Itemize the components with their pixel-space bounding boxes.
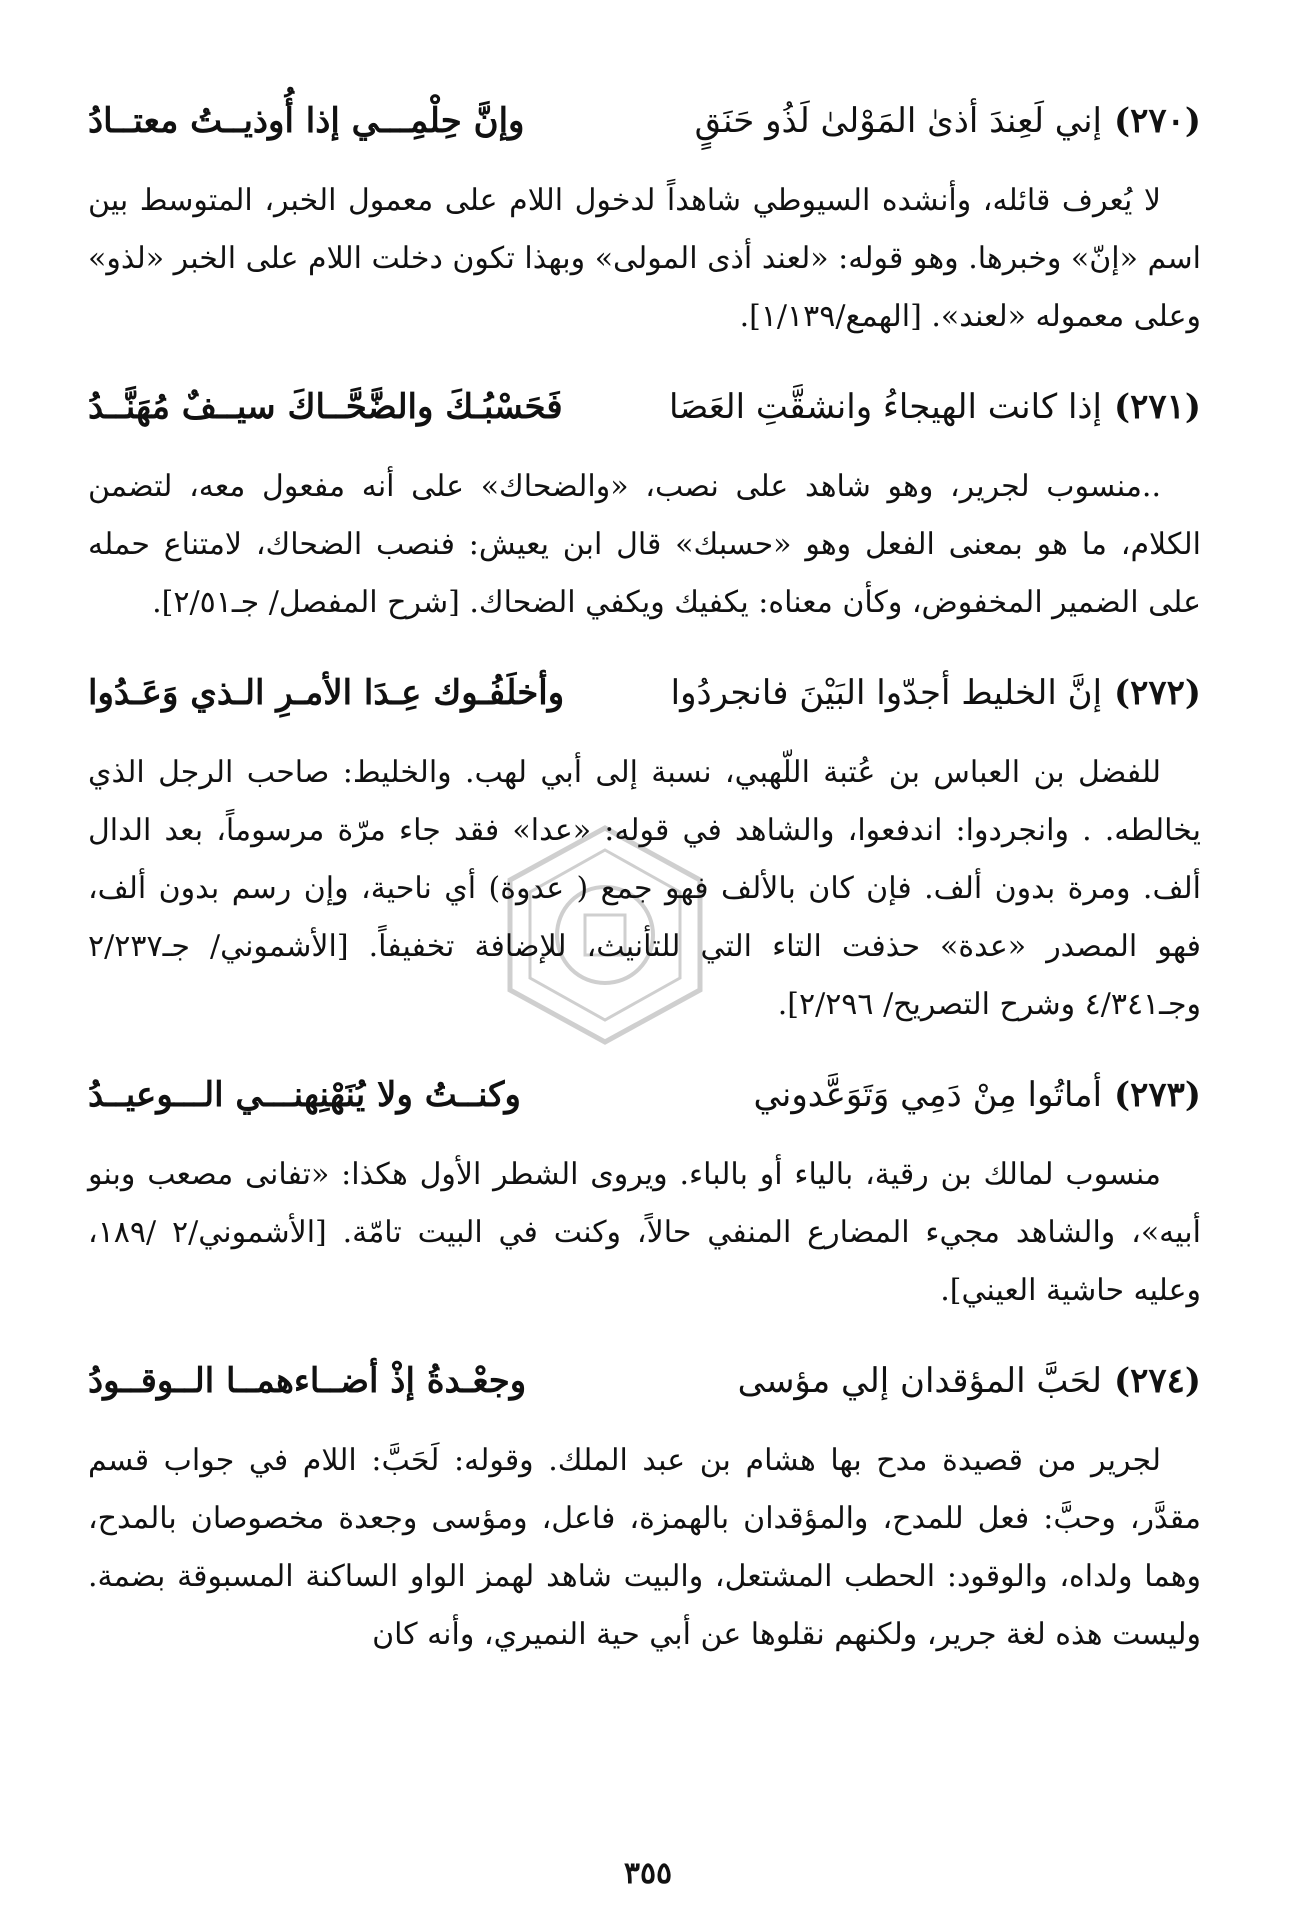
- first-hemistich: أماتُوا مِنْ دَمِي وَتَوَعَّدوني: [753, 1075, 1103, 1115]
- verse-line: [88, 78, 1201, 164]
- commentary-text: منسوب لمالك بن رقية، بالياء أو بالباء. ويروى الشطر الأول هكذا: «تفانى مصعب وبنو أبيه»، والشاهد مجيء المضارع المنفي حالاً، وكنت في البيت تامّة. [الأشموني/٢ /١٨٩، وعليه حاشية العيني].: [88, 1157, 1201, 1308]
- second-hemistich: وإنَّ حِلْمِـــي إذا أُوذيــتُ معتــادُ: [88, 101, 525, 141]
- first-hemistich: لحَبَّ المؤقدان إلي مؤسى: [737, 1361, 1103, 1401]
- verse-number: (٢٧٢): [1114, 673, 1201, 713]
- verse-commentary: [88, 164, 1201, 346]
- second-hemistich: وجعْـدةُ إذْ أضــاءهمــا الــوقــودُ: [88, 1361, 527, 1401]
- page-number: ٣٥٥: [623, 1856, 673, 1891]
- second-hemistich: وأخلَفُـوك عِـدَا الأمـرِ الـذي وَعَـدُوا: [88, 673, 565, 713]
- verse-entry: [88, 650, 1201, 1034]
- second-hemistich: فَحَسْبُـكَ والضَّحَّــاكَ سيــفٌ مُهَنَّــدُ: [88, 387, 563, 427]
- verse-commentary: [88, 450, 1201, 632]
- verse-line: [88, 364, 1201, 450]
- verse-number: (٢٧٣): [1114, 1075, 1201, 1115]
- verse-line: [88, 1052, 1201, 1138]
- verse-number: (٢٧٤): [1114, 1361, 1201, 1401]
- verse-commentary: [88, 1424, 1201, 1664]
- verse-entry: [88, 364, 1201, 632]
- verse-entry: [88, 1338, 1201, 1664]
- commentary-text: ..منسوب لجرير، وهو شاهد على نصب، «والضحاك» على أنه مفعول معه، لتضمن الكلام، ما هو بمعنى الفعل وهو «حسبك» قال ابن يعيش: فنصب الضحاك، لامتناع حمله على الضمير المخفوض، وكأن معناه: يكفيك ويكفي الضحاك. [شرح المفصل/ جـ٢/٥١].: [88, 469, 1201, 620]
- commentary-text: لجرير من قصيدة مدح بها هشام بن عبد الملك. وقوله: لَحَبَّ: اللام في جواب قسم مقدَّر، وحبَّ: فعل للمدح، والمؤقدان بالهمزة، فاعل، ومؤسى وجعدة مخصوصان بالمدح، وهما ولداه، والوقود: الحطب المشتعل، والبيت شاهد لهمز الواو الساكنة المسبوقة بضمة. وليست هذه لغة جرير، ولكنهم نقلوها عن أبي حية النميري، وأنه كان: [88, 1443, 1201, 1652]
- verse-entry: [88, 78, 1201, 346]
- verse-number: (٢٧١): [1114, 387, 1201, 427]
- verse-line: [88, 1338, 1201, 1424]
- first-hemistich: إذا كانت الهيجاءُ وانشقَّتِ العَصَا: [669, 387, 1103, 427]
- first-hemistich: إنَّ الخليط أجدّوا البَيْنَ فانجردُوا: [670, 673, 1103, 713]
- page-content: [88, 78, 1201, 1682]
- first-hemistich: إني لَعِندَ أذىٰ المَوْلىٰ لَذُو حَنَقٍ: [694, 101, 1103, 141]
- verse-line: [88, 650, 1201, 736]
- verse-number: (٢٧٠): [1114, 101, 1201, 141]
- commentary-text: للفضل بن العباس بن عُتبة اللّهبي، نسبة إلى أبي لهب. والخليط: صاحب الرجل الذي يخالطه. . وانجردوا: اندفعوا، والشاهد في قوله: «عدا» فقد جاء مرّة مرسوماً، بعد الدال ألف. ومرة بدون ألف. فإن كان بالألف فهو جمع ( عدوة) أي ناحية، وإن رسم بدون ألف، فهو المصدر «عدة» حذفت التاء التي للتأنيث، للإضافة تخفيفاً. [الأشموني/ جـ٢/٢٣٧ وجـ٤/٣٤١ وشرح التصريح/ ٢/٢٩٦].: [88, 755, 1201, 1022]
- second-hemistich: وكنــتُ ولا يُنَهْنِهنـــي الـــوعيــدُ: [88, 1075, 521, 1115]
- commentary-text: لا يُعرف قائله، وأنشده السيوطي شاهداً لدخول اللام على معمول الخبر، المتوسط بين اسم «إنّ» وخبرها. وهو قوله: «لعند أذى المولى» وبهذا تكون دخلت اللام على الخبر «لذو» وعلى معموله «لعند». [الهمع/١/١٣٩].: [88, 183, 1201, 334]
- verse-commentary: [88, 1138, 1201, 1320]
- verse-entry: [88, 1052, 1201, 1320]
- verse-commentary: [88, 736, 1201, 1034]
